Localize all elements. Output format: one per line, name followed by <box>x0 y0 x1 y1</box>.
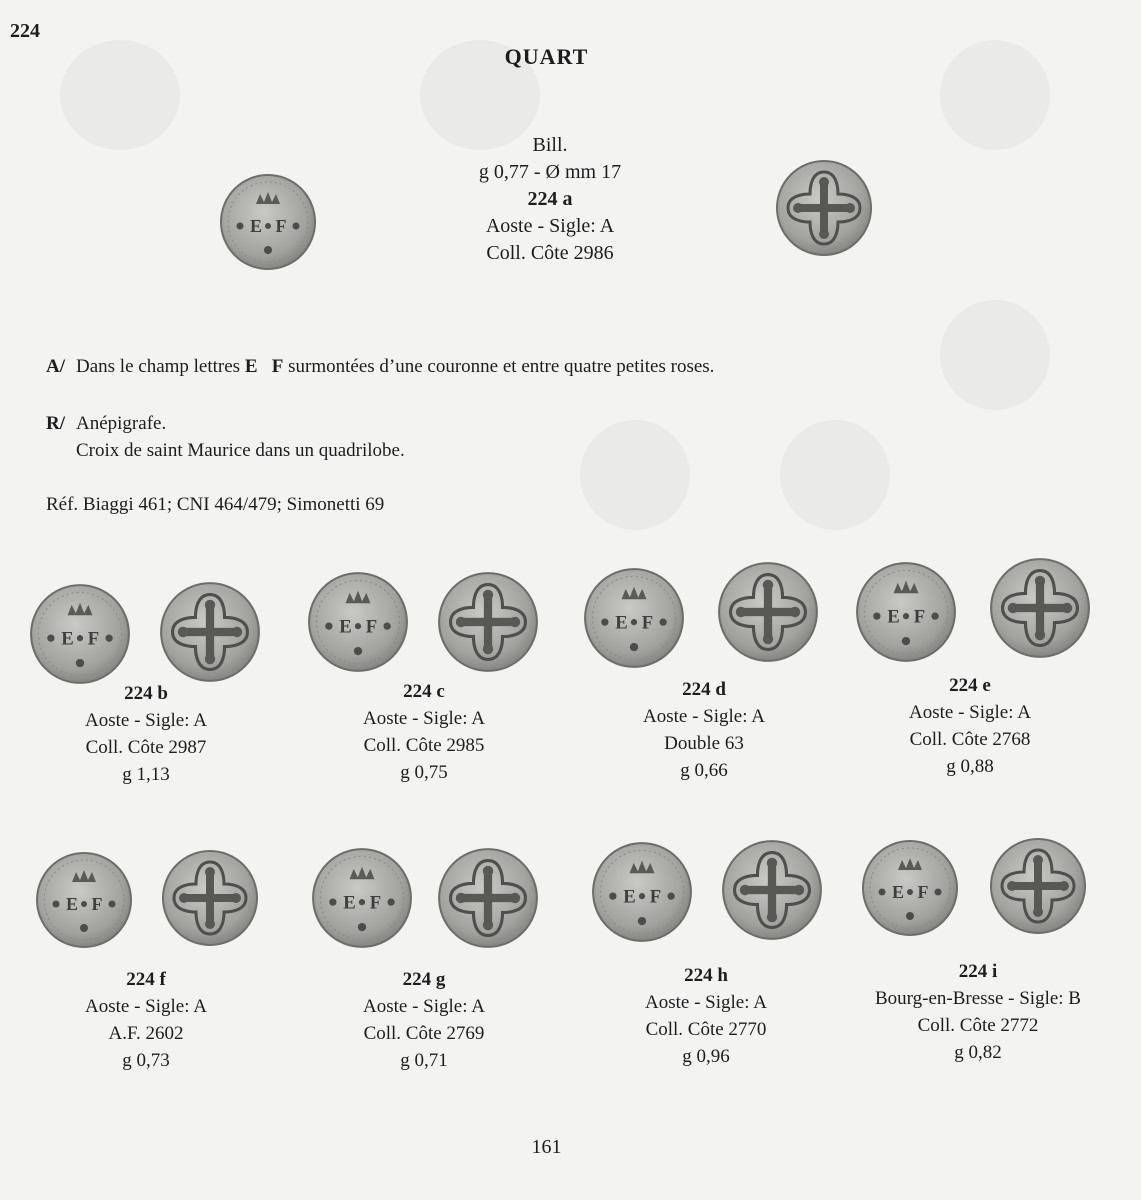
coin-reverse-image <box>436 846 540 950</box>
coin-caption <box>284 678 564 786</box>
coin-weight: g 0,75 <box>400 762 448 783</box>
metal: Bill. <box>532 134 568 156</box>
main-coin-info <box>430 132 670 267</box>
coin-source: A.F. 2602 <box>108 1023 184 1044</box>
coin-id: 224 a <box>527 188 573 210</box>
coin-source: Coll. Côte 2987 <box>85 737 207 758</box>
coin-mint: Bourg-en-Bresse - Sigle: B <box>875 988 1081 1009</box>
coin-weight: g 0,88 <box>946 756 994 777</box>
coin-weight: g 0,66 <box>680 760 728 781</box>
mint: Aoste - Sigle: A <box>485 215 615 237</box>
coin-mint: Aoste - Sigle: A <box>363 996 485 1017</box>
coin-weight: g 0,96 <box>682 1046 730 1067</box>
coin-weight: g 0,82 <box>954 1042 1002 1063</box>
coin-caption <box>830 672 1110 780</box>
coin-obverse-image <box>852 560 960 664</box>
reverse-label: R/ <box>46 413 65 434</box>
page-title: QUART <box>504 44 589 69</box>
coin-reverse-image <box>720 838 824 942</box>
coin-id: 224 i <box>958 961 998 982</box>
coin-caption <box>6 680 286 788</box>
coin-source: Coll. Côte 2769 <box>363 1023 485 1044</box>
coin-id: 224 g <box>402 969 446 990</box>
coin-source: Coll. Côte 2770 <box>645 1019 767 1040</box>
coin-mint: Aoste - Sigle: A <box>645 992 767 1013</box>
page-number: 161 <box>531 1136 562 1158</box>
coin-reverse-image <box>716 560 820 664</box>
coin-weight: g 0,73 <box>122 1050 170 1071</box>
coin-obverse-image <box>590 840 694 944</box>
coin-caption <box>564 676 844 784</box>
coin-obverse-image <box>860 836 960 940</box>
coin-id: 224 f <box>126 969 166 990</box>
coin-source: Double 63 <box>664 733 744 754</box>
coin-id: 224 c <box>403 681 445 702</box>
coin-id: 224 e <box>949 675 991 696</box>
obverse-letters: E F <box>244 356 284 377</box>
reverse-description: R/ Anépigrafe. Croix de saint Maurice dans un quadrilobe. <box>46 410 1046 464</box>
coin-mint: Aoste - Sigle: A <box>909 702 1031 723</box>
coin-reverse-image <box>986 556 1094 660</box>
coin-obverse-image <box>306 570 410 674</box>
coin-reverse-image <box>988 834 1088 938</box>
obverse-label: A/ <box>46 356 65 377</box>
coin-reverse-image <box>160 846 260 950</box>
coin-mint: Aoste - Sigle: A <box>85 710 207 731</box>
coin-caption <box>838 958 1118 1066</box>
coin-mint: Aoste - Sigle: A <box>85 996 207 1017</box>
coin-source: Coll. Côte 2772 <box>917 1015 1039 1036</box>
collection: Coll. Côte 2986 <box>486 242 614 264</box>
coin-caption <box>6 966 286 1074</box>
coin-reverse-image <box>158 580 262 684</box>
obverse-description: A/ Dans le champ lettres E F surmontées d’une couronne et entre quatre petites roses. <box>46 353 1046 380</box>
coin-source: Coll. Côte 2768 <box>909 729 1031 750</box>
coin-weight: g 1,13 <box>122 764 170 785</box>
coin-id: 224 b <box>124 683 168 704</box>
coin-caption <box>284 966 564 1074</box>
coin-id: 224 h <box>684 965 728 986</box>
coin-caption <box>566 962 846 1070</box>
coin-id: 224 d <box>682 679 726 700</box>
weight-diameter: g 0,77 - Ø mm 17 <box>478 161 622 183</box>
coin-mint: Aoste - Sigle: A <box>363 708 485 729</box>
coin-reverse-image <box>774 158 874 258</box>
coin-mint: Aoste - Sigle: A <box>643 706 765 727</box>
coin-obverse-image <box>582 566 686 670</box>
references: Réf. Biaggi 461; CNI 464/479; Simonetti 69 <box>46 494 385 515</box>
coin-obverse-image <box>28 582 132 686</box>
coin-obverse-image <box>34 848 134 952</box>
page-header-number: 224 <box>10 20 40 42</box>
coin-reverse-image <box>436 570 540 674</box>
coin-obverse-image <box>218 172 318 272</box>
coin-obverse-image <box>310 846 414 950</box>
coin-weight: g 0,71 <box>400 1050 448 1071</box>
coin-source: Coll. Côte 2985 <box>363 735 485 756</box>
